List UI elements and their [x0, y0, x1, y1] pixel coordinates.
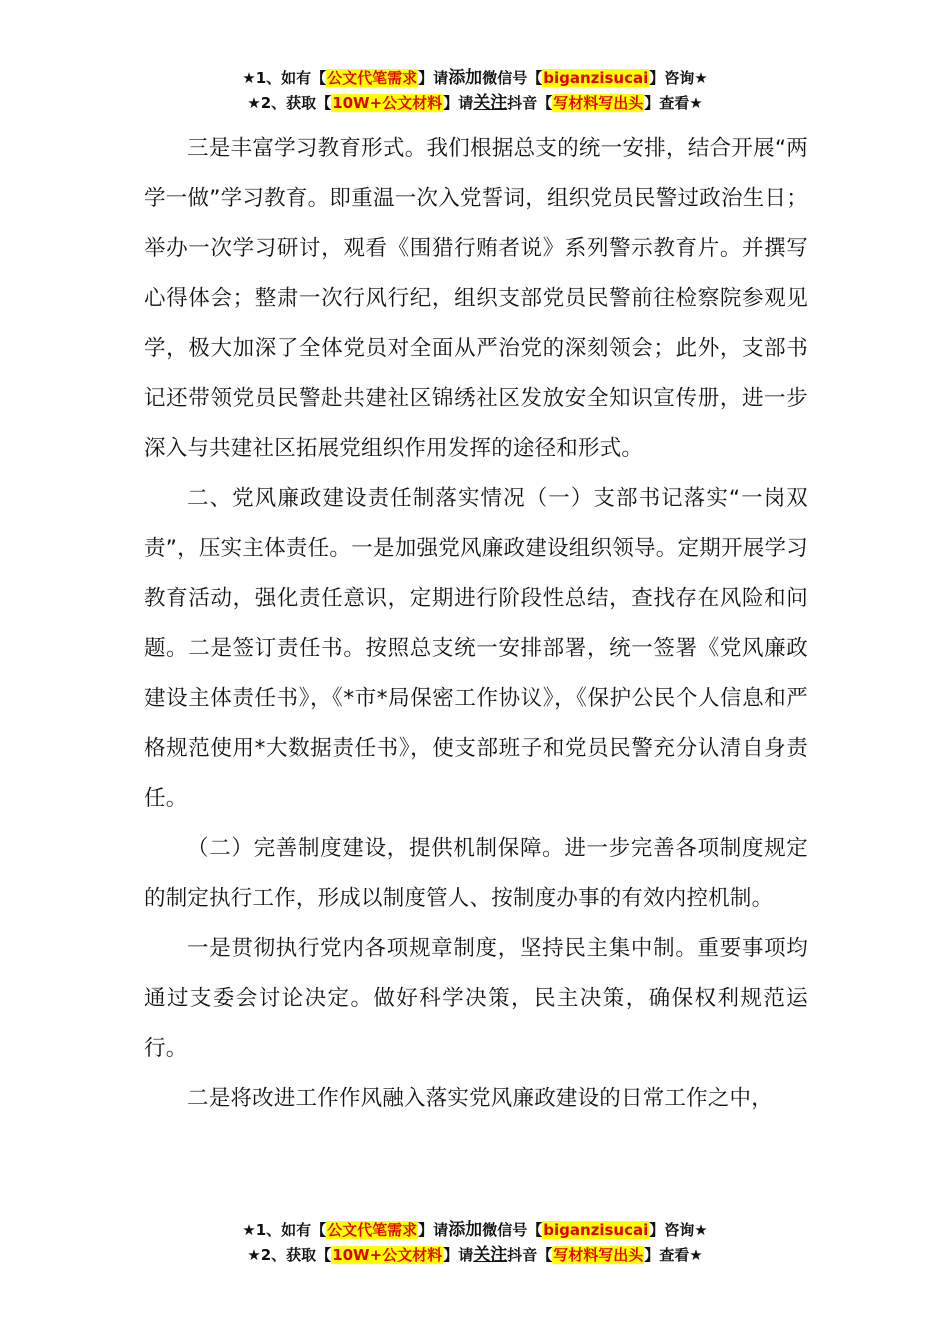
highlight-materials: 10W+公文材料: [332, 1246, 443, 1264]
paragraph: 二、党风廉政建设责任制落实情况（一）支部书记落实“一岗双责”，压实主体责任。一是加强党风廉政建设组织领导。定期开展学习教育活动，强化责任意识，定期进行阶段性总结，查找存在风险和问题。二是签订责任书。按照总支统一安排部署，统一签署《党风廉政建设主体责任书》，《*市*局保密工作协议》，《保护公民个人信息和严格规范使用*大数据责任书》，使支部班子和党员民警充分认清自身责任。: [144, 486, 808, 811]
highlight-service: 公文代笔需求: [327, 69, 418, 87]
paragraph: 二是将改进工作作风融入落实党风廉政建设的日常工作之中，: [187, 1086, 773, 1111]
banner-text: ★2、获取【: [247, 1246, 332, 1264]
banner-text: 】咨询★: [649, 1221, 708, 1239]
banner-emphasis: 添加: [448, 1220, 483, 1240]
highlight-douyin-account: 写材料写出头: [553, 94, 644, 112]
banner-text: 】请: [418, 69, 449, 87]
banner-line-2: [0, 1243, 950, 1268]
banner-line-2: [0, 91, 950, 116]
banner-text: 微信号【: [482, 69, 543, 87]
banner-text: ★2、获取【: [247, 94, 332, 112]
top-banner: [0, 66, 950, 116]
banner-emphasis: 关注: [473, 93, 508, 113]
banner-line-1: [0, 1218, 950, 1243]
banner-text: 】查看★: [644, 94, 703, 112]
highlight-wechat-id: biganzisucai: [543, 1221, 649, 1239]
banner-text: 抖音【: [507, 94, 553, 112]
document-body: [144, 124, 808, 1124]
highlight-wechat-id: biganzisucai: [543, 69, 649, 87]
paragraph: （二）完善制度建设，提供机制保障。进一步完善各项制度规定的制定执行工作，形成以制度管人、按制度办事的有效内控机制。: [144, 836, 808, 911]
highlight-materials: 10W+公文材料: [332, 94, 443, 112]
highlight-douyin-account: 写材料写出头: [553, 1246, 644, 1264]
paragraph: 一是贯彻执行党内各项规章制度，坚持民主集中制。重要事项均通过支委会讨论决定。做好科学决策，民主决策，确保权利规范运行。: [144, 936, 808, 1061]
banner-line-1: [0, 66, 950, 91]
banner-text: ★1、如有【: [242, 69, 327, 87]
banner-text: 抖音【: [507, 1246, 553, 1264]
banner-text: ★1、如有【: [242, 1221, 327, 1239]
highlight-service: 公文代笔需求: [327, 1221, 418, 1239]
banner-text: 】咨询★: [649, 69, 708, 87]
banner-text: 】请: [418, 1221, 449, 1239]
banner-text: 】请: [443, 94, 474, 112]
banner-text: 】请: [443, 1246, 474, 1264]
banner-emphasis: 关注: [473, 1245, 508, 1265]
banner-text: 】查看★: [644, 1246, 703, 1264]
banner-text: 微信号【: [482, 1221, 543, 1239]
banner-emphasis: 添加: [448, 68, 483, 88]
paragraph: 三是丰富学习教育形式。我们根据总支的统一安排，结合开展“两学一做”学习教育。即重温一次入党誓词，组织党员民警过政治生日；举办一次学习研讨，观看《围猎行贿者说》系列警示教育片。并撰写心得体会；整肃一次行风行纪，组织支部党员民警前往检察院参观见学，极大加深了全体党员对全面从严治党的深刻领会；此外，支部书记还带领党员民警赴共建社区锦绣社区发放安全知识宣传册，进一步深入与共建社区拓展党组织作用发挥的途径和形式。: [144, 136, 808, 461]
bottom-banner: [0, 1218, 950, 1268]
